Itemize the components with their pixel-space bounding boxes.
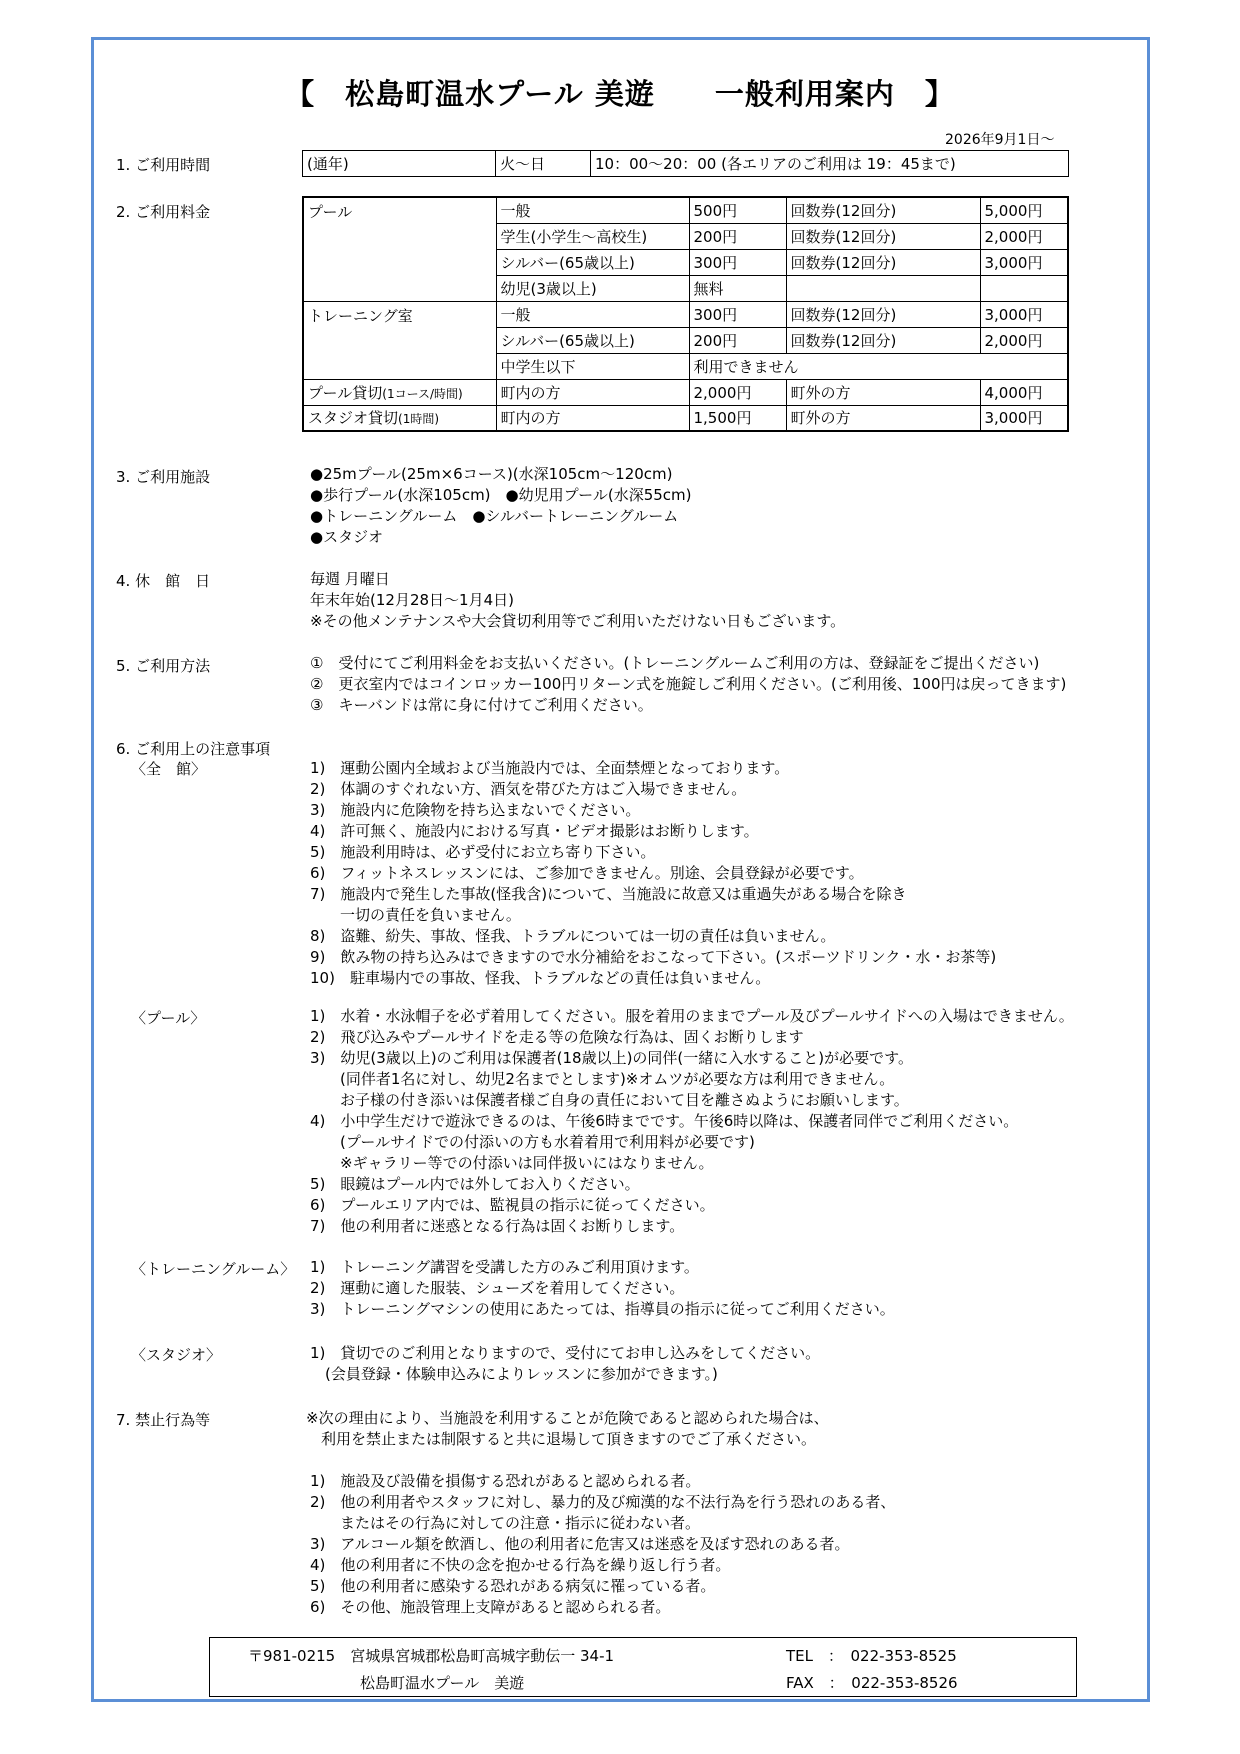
fee-row xyxy=(303,197,1068,223)
fee-price: 利用できません xyxy=(689,353,1068,379)
note-line: (プールサイドでの付添いの方も水着着用で利用料が必要です) xyxy=(310,1133,755,1151)
closed-line: 年末年始(12月28日～1月4日) xyxy=(310,591,514,609)
note-line: 10) 駐車場内での事故、怪我、トラブルなどの責任は負いません。 xyxy=(310,969,771,987)
note-line: お子様の付き添いは保護者様ご自身の責任において目を離さぬようにお願いします。 xyxy=(310,1091,909,1109)
fee-ticket: 回数券(12回分) xyxy=(786,249,980,275)
section-facilities-label: 3. ご利用施設 xyxy=(116,468,211,486)
note-line: (同伴者1名に対し、幼児2名までとします)※オムツが必要な方は利用できません。 xyxy=(310,1070,895,1088)
fee-price: 500円 xyxy=(689,197,786,223)
rental-pool-label xyxy=(303,379,496,405)
note-line: 7) 他の利用者に迷惑となる行為は固くお断りします。 xyxy=(310,1217,685,1235)
section-method-label: 5. ご利用方法 xyxy=(116,657,211,675)
note-line: 4) 小中学生だけで遊泳できるのは、午後6時までです。午後6時以降は、保護者同伴でご利用ください。 xyxy=(310,1112,1019,1130)
notes-group-label-pool: 〈プール〉 xyxy=(131,1009,206,1027)
fee-row xyxy=(303,301,1068,327)
rental-pool-unit: (1コース/時間) xyxy=(382,386,463,401)
fee-price: 200円 xyxy=(689,327,786,353)
facility-line: ●25mプール(25m×6コース)(水深105cm～120cm) xyxy=(310,465,673,483)
prohibited-line: またはその行為に対しての注意・指示に従わない者。 xyxy=(310,1514,701,1532)
fee-ticket-price: 5,000円 xyxy=(980,197,1068,223)
section-fees-label: 2. ご利用料金 xyxy=(116,203,211,221)
footer-facility-name: 松島町温水プール 美遊 xyxy=(360,1674,525,1692)
section-closed-label: 4. 休 館 日 xyxy=(116,572,211,590)
fee-ticket-price: 2,000円 xyxy=(980,327,1068,353)
footer-fax: FAX ： 022-353-8526 xyxy=(786,1674,958,1692)
section-prohibited-label: 7. 禁止行為等 xyxy=(116,1411,211,1429)
method-line: ① 受付にてご利用料金をお支払いください。(トレーニングルームご利用の方は、登録証をご提出ください) xyxy=(310,654,1040,672)
effective-date: 2026年9月1日～ xyxy=(945,132,1055,148)
fee-ticket xyxy=(786,275,980,301)
fee-category-pool: プール xyxy=(303,197,496,301)
fee-row-rental-studio xyxy=(303,405,1068,431)
fee-price: 300円 xyxy=(689,249,786,275)
fees-table xyxy=(302,196,1069,432)
closed-line: ※その他メンテナンスや大会貸切利用等でご利用いただけない日もございます。 xyxy=(310,612,846,630)
note-line: 3) トレーニングマシンの使用にあたっては、指導員の指示に従ってご利用ください。 xyxy=(310,1300,895,1318)
fee-type: 町外の方 xyxy=(786,379,980,405)
hours-days: 火～日 xyxy=(496,151,591,177)
fee-type: シルバー(65歳以上) xyxy=(496,249,689,275)
fee-price: 無料 xyxy=(689,275,786,301)
fee-type: 町外の方 xyxy=(786,405,980,431)
note-line: 8) 盗難、紛失、事故、怪我、トラブルについては一切の責任は負いません。 xyxy=(310,927,836,945)
note-line: 6) プールエリア内では、監視員の指示に従ってください。 xyxy=(310,1196,715,1214)
fee-ticket-price: 3,000円 xyxy=(980,249,1068,275)
fee-type: 一般 xyxy=(496,301,689,327)
prohibited-line: 6) その他、施設管理上支障があると認められる者。 xyxy=(310,1598,671,1616)
note-line: 6) フィットネスレッスンには、ご参加できません。別途、会員登録が必要です。 xyxy=(310,864,864,882)
fee-ticket-price xyxy=(980,275,1068,301)
closed-line: 毎週 月曜日 xyxy=(310,570,390,588)
fee-ticket: 回数券(12回分) xyxy=(786,223,980,249)
notes-group-label-studio: 〈スタジオ〉 xyxy=(131,1346,222,1364)
fee-price: 4,000円 xyxy=(980,379,1068,405)
rental-studio-label xyxy=(303,405,496,431)
note-line: (会員登録・体験申込みによりレッスンに参加ができます。) xyxy=(310,1365,718,1383)
contact-box xyxy=(209,1637,1077,1697)
prohibited-line: 2) 他の利用者やスタッフに対し、暴力的及び痴漢的な不法行為を行う恐れのある者、 xyxy=(310,1493,896,1511)
note-line: 4) 許可無く、施設内における写真・ビデオ撮影はお断りします。 xyxy=(310,822,759,840)
fee-type: 町内の方 xyxy=(496,405,689,431)
note-line: ※ギャラリー等での付添いは同伴扱いにはなりません。 xyxy=(310,1154,714,1172)
fee-price: 300円 xyxy=(689,301,786,327)
fee-category-training: トレーニング室 xyxy=(303,301,496,379)
notes-group-label-all: 〈全 館〉 xyxy=(131,760,207,778)
note-line: 2) 体調のすぐれない方、酒気を帯びた方はご入場できません。 xyxy=(310,780,747,798)
note-line: 5) 施設利用時は、必ず受付にお立ち寄り下さい。 xyxy=(310,843,656,861)
note-line: 3) 施設内に危険物を持ち込まないでください。 xyxy=(310,801,641,819)
notes-group-label-training: 〈トレーニングルーム〉 xyxy=(131,1260,296,1278)
fee-price: 3,000円 xyxy=(980,405,1068,431)
note-line: 2) 飛び込みやプールサイドを走る等の危険な行為は、固くお断りします xyxy=(310,1028,804,1046)
hours-time: 10：00～20：00 (各エリアのご利用は 19：45まで) xyxy=(591,151,1069,177)
fee-ticket: 回数券(12回分) xyxy=(786,327,980,353)
fee-price: 1,500円 xyxy=(689,405,786,431)
fee-price: 2,000円 xyxy=(689,379,786,405)
prohibited-line: 1) 施設及び設備を損傷する恐れがあると認められる者。 xyxy=(310,1472,701,1490)
fee-type: 一般 xyxy=(496,197,689,223)
prohibited-line: 4) 他の利用者に不快の念を抱かせる行為を繰り返し行う者。 xyxy=(310,1556,731,1574)
prohibited-line: 3) アルコール類を飲酒し、他の利用者に危害又は迷惑を及ぼす恐れのある者。 xyxy=(310,1535,850,1553)
note-line: 9) 飲み物の持ち込みはできますので水分補給をおこなって下さい。(スポーツドリンク・水・お茶等) xyxy=(310,948,997,966)
fee-type: 幼児(3歳以上) xyxy=(496,275,689,301)
rental-studio-name: スタジオ貸切 xyxy=(308,409,399,428)
rental-pool-name: プール貸切 xyxy=(308,383,383,402)
note-line: 7) 施設内で発生した事故(怪我含)について、当施設に故意又は重過失がある場合を除き xyxy=(310,885,907,903)
facility-line: ●トレーニングルーム ●シルバートレーニングルーム xyxy=(310,507,679,525)
fee-ticket-price: 3,000円 xyxy=(980,301,1068,327)
footer-tel: TEL ： 022-353-8525 xyxy=(786,1647,957,1665)
note-line: 3) 幼児(3歳以上)のご利用は保護者(18歳以上)の同伴(一緒に入水すること)が必要です。 xyxy=(310,1049,913,1067)
note-line: 1) 運動公園内全域および当施設内では、全面禁煙となっております。 xyxy=(310,759,790,777)
facility-line: ●歩行プール(水深105cm) ●幼児用プール(水深55cm) xyxy=(310,486,692,504)
prohibited-line: 5) 他の利用者に感染する恐れがある病気に罹っている者。 xyxy=(310,1577,716,1595)
prohibited-intro: ※次の理由により、当施設を利用することが危険であると認められた場合は、 xyxy=(306,1409,829,1427)
note-line: 一切の責任を負いません。 xyxy=(310,906,521,924)
fee-type: シルバー(65歳以上) xyxy=(496,327,689,353)
section-notes-label: 6. ご利用上の注意事項 xyxy=(116,740,271,758)
note-line: 1) 貸切でのご利用となりますので、受付にてお申し込みをしてください。 xyxy=(310,1344,821,1362)
fee-price: 200円 xyxy=(689,223,786,249)
note-line: 5) 眼鏡はプール内では外してお入りください。 xyxy=(310,1175,640,1193)
footer-address: 〒981-0215 宮城県宮城郡松島町高城字動伝一 34-1 xyxy=(248,1647,615,1665)
note-line: 1) 水着・水泳帽子を必ず着用してください。服を着用のままでプール及びプールサイドへの入場はできません。 xyxy=(310,1007,1074,1025)
fee-row-rental-pool xyxy=(303,379,1068,405)
note-line: 1) トレーニング講習を受講した方のみご利用頂けます。 xyxy=(310,1258,699,1276)
fee-type: 学生(小学生～高校生) xyxy=(496,223,689,249)
page-title: 【 松島町温水プール 美遊 一般利用案内 】 xyxy=(285,77,955,111)
hours-period: (通年) xyxy=(303,151,496,177)
fee-ticket: 回数券(12回分) xyxy=(786,301,980,327)
rental-studio-unit: (1時間) xyxy=(398,412,440,427)
fee-type: 町内の方 xyxy=(496,379,689,405)
facility-line: ●スタジオ xyxy=(310,528,384,546)
hours-table xyxy=(302,150,1069,177)
fee-type: 中学生以下 xyxy=(496,353,689,379)
note-line: 2) 運動に適した服装、シューズを着用してください。 xyxy=(310,1279,685,1297)
fee-ticket: 回数券(12回分) xyxy=(786,197,980,223)
section-hours-label: 1. ご利用時間 xyxy=(116,156,211,174)
prohibited-intro: 利用を禁止または制限すると共に退場して頂きますのでご了承ください。 xyxy=(306,1430,817,1448)
fee-ticket-price: 2,000円 xyxy=(980,223,1068,249)
method-line: ③ キーバンドは常に身に付けてご利用ください。 xyxy=(310,696,653,714)
method-line: ② 更衣室内ではコインロッカー100円リターン式を施錠しご利用ください。(ご利用後、100円は戻ってきます) xyxy=(310,675,1067,693)
